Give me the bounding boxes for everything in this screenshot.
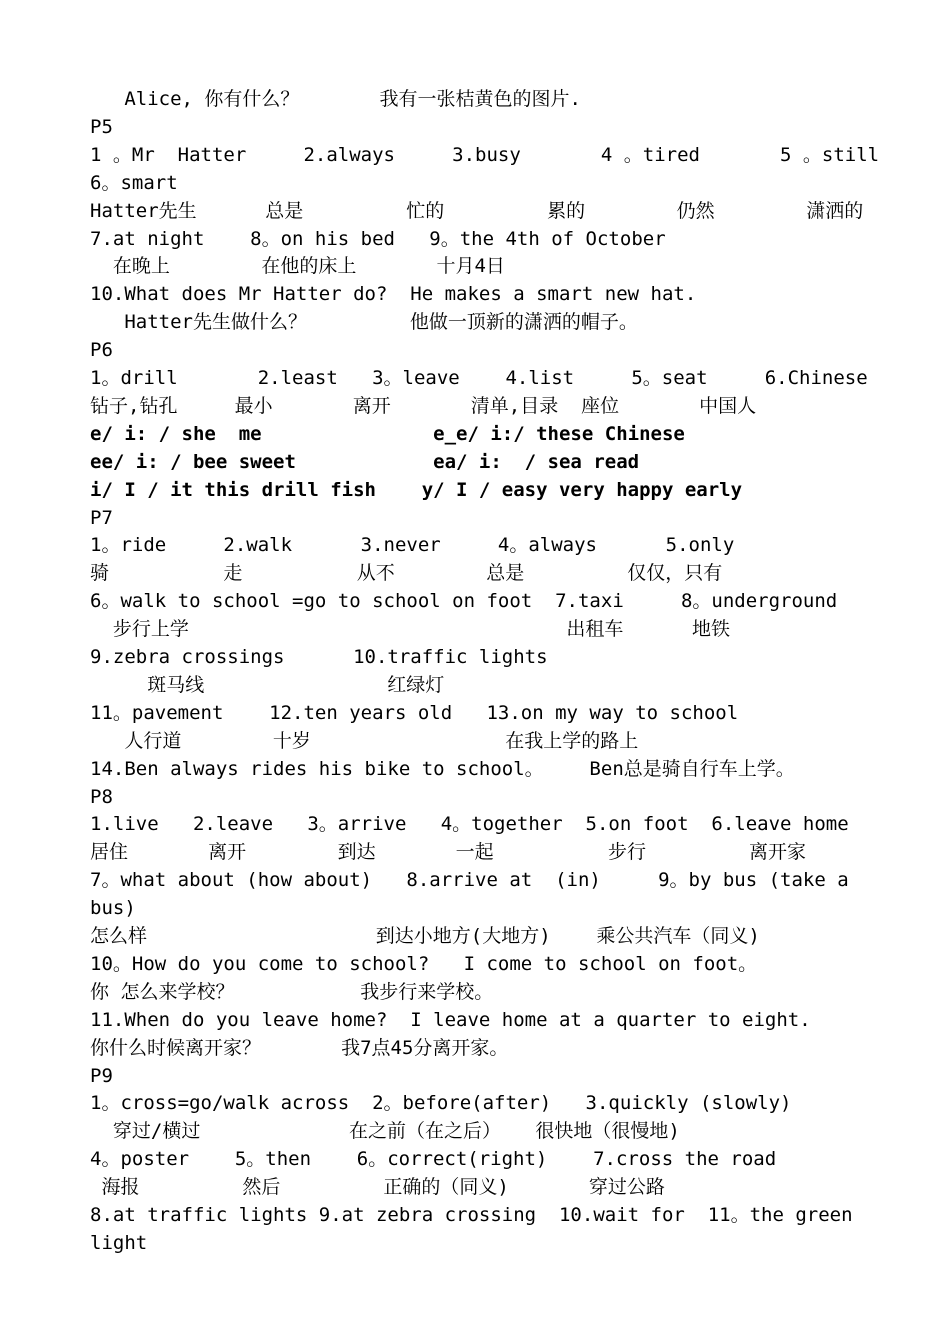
text-line: P6 bbox=[90, 339, 113, 362]
text-line: 人行道 十岁 在我上学的路上 bbox=[90, 729, 639, 752]
text-line: 1.live 2.leave 3。arrive 4。together 5.on foot 6.leave home bbox=[90, 813, 849, 836]
text-line: 7。what about (how about) 8.arrive at (in) 9。by bus (take a bbox=[90, 869, 849, 892]
text-line: 1。ride 2.walk 3.never 4。always 5.only bbox=[90, 534, 735, 557]
text-line: 斑马线 红绿灯 bbox=[90, 673, 445, 696]
text-line: P8 bbox=[90, 785, 113, 808]
text-line: 10。How do you come to school? I come to school on foot。 bbox=[90, 952, 758, 975]
text-line: 11.When do you leave home? I leave home at a quarter to eight. bbox=[90, 1008, 811, 1031]
text-line: 怎么样 到达小地方(大地方) 乘公共汽车（同义) bbox=[90, 925, 760, 947]
text-line: 7.at night 8。on his bed 9。the 4th of October bbox=[90, 227, 666, 250]
text-line: Alice, 你有什么？ 我有一张桔黄色的图片. bbox=[90, 88, 581, 110]
text-line: light bbox=[90, 1231, 148, 1254]
text-line: i/ I / it this drill fish y/ I / easy very happy early bbox=[90, 478, 743, 501]
text-line: 1。drill 2.least 3。leave 4.list 5。seat 6.Chinese bbox=[90, 367, 868, 389]
text-line: Hatter先生做什么？ 他做一顶新的潇洒的帽子。 bbox=[90, 311, 638, 334]
text-line: P9 bbox=[90, 1064, 113, 1087]
text-line: 你什么时候离开家？ 我7点45分离开家。 bbox=[90, 1036, 509, 1059]
text-line: 穿过/横过 在之前（在之后） 很快地（很慢地) bbox=[90, 1120, 680, 1143]
text-line: 6。walk to school =go to school on foot 7.taxi 8。underground bbox=[90, 590, 838, 613]
text-line: 骑 走 从不 总是 仅仅，只有 bbox=[90, 562, 723, 585]
text-line: 1 。Mr Hatter 2.always 3.busy 4 。tired 5 。still bbox=[90, 143, 880, 166]
text-line: 8.at traffic lights 9.at zebra crossing 10.wait for 11。the green bbox=[90, 1204, 853, 1226]
text-line: 步行上学 出租车 地铁 bbox=[90, 618, 730, 641]
text-line: P5 bbox=[90, 115, 113, 138]
text-line: 钻子,钻孔 最小 离开 清单,目录 座位 中国人 bbox=[90, 394, 757, 417]
text-line: 10.What does Mr Hatter do? He makes a smart new hat. bbox=[90, 283, 697, 306]
text-line: e/ i: / she me e_e/ i:/ these Chinese bbox=[90, 422, 685, 445]
text-line: 你 怎么来学校？ 我步行来学校。 bbox=[90, 980, 494, 1003]
text-line: 在晚上 在他的床上 十月4日 bbox=[90, 255, 505, 278]
text-line: 6。smart bbox=[90, 171, 178, 194]
text-line: bus) bbox=[90, 897, 136, 920]
text-line: 4。poster 5。then 6。correct(right) 7.cross the road bbox=[90, 1148, 777, 1171]
text-line: 9.zebra crossings 10.traffic lights bbox=[90, 646, 548, 668]
text-line: Hatter先生 总是 忙的 累的 仍然 潇洒的 bbox=[90, 199, 864, 222]
text-line: 海报 然后 正确的（同义) 穿过公路 bbox=[90, 1176, 665, 1199]
text-line: 14.Ben always rides his bike to school。 Ben总是骑自行车上学。 bbox=[90, 757, 795, 780]
text-line: P7 bbox=[90, 506, 113, 529]
text-line: 1。cross=go/walk across 2。before(after) 3.quickly (slowly) bbox=[90, 1092, 792, 1115]
text-line: 11。pavement 12.ten years old 13.on my way to school bbox=[90, 701, 739, 724]
text-line: 居住 离开 到达 一起 步行 离开家 bbox=[90, 841, 806, 864]
text-line: ee/ i: / bee sweet ea/ i: / sea read bbox=[90, 450, 640, 473]
